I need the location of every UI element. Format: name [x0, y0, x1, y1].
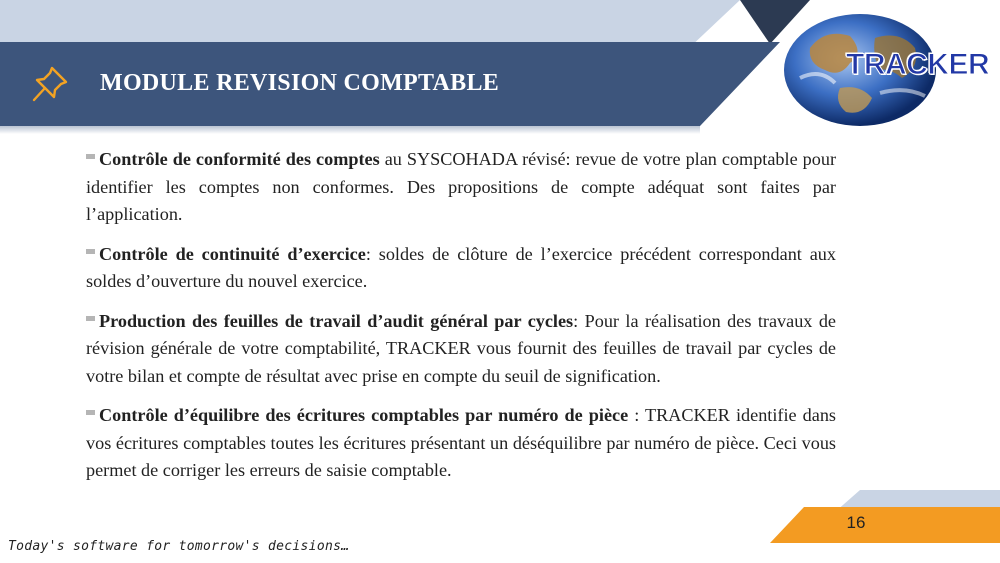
content-body	[86, 146, 836, 497]
paragraph-text: au SYSCOHADA révisé: revue de votre plan comptable pour identifier les comptes non conformes. Des propositions de compte adéquat sont faites par l’application.	[86, 149, 837, 224]
bullet-icon	[86, 249, 95, 254]
paragraph-heading: Contrôle de continuité d’exercice	[99, 243, 366, 264]
paragraph-text: : TRACKER identifie dans vos écritures comptables toutes les écritures présentant un déséquilibre par numéro de pièce. Ceci vous permet de corriger les erreurs de saisie comptable.	[86, 405, 837, 480]
paragraph-heading: Production des feuilles de travail d’audit général par cycles	[99, 310, 574, 331]
page-title: MODULE REVISION COMPTABLE	[100, 70, 500, 96]
paragraph-text: : Pour la réalisation des travaux de révision générale de votre comptabilité, TRACKER vous fournit des feuilles de travail par cycles de votre bilan et compte de résultat avec prise en compte du seuil de signification.	[86, 310, 836, 386]
bullet-paragraph-3	[86, 308, 836, 391]
page-number: 16	[846, 513, 866, 532]
paragraph-heading: Contrôle de conformité des comptes	[99, 149, 380, 169]
pushpin-icon	[30, 64, 70, 104]
bullet-paragraph-1	[86, 146, 836, 229]
footer-tagline: Today's software for tomorrow's decisions…	[8, 539, 350, 554]
bullet-paragraph-4	[86, 402, 836, 485]
banner-shadow	[0, 126, 700, 134]
logo-text: TRACKER	[846, 48, 990, 81]
page-number-tab	[770, 507, 1000, 543]
bullet-paragraph-2	[86, 241, 836, 296]
bullet-icon	[86, 154, 95, 159]
paragraph-text: : soldes de clôture de l’exercice précédent correspondant aux soldes d’ouverture du nouvel exercice.	[86, 243, 836, 291]
bullet-icon	[86, 316, 95, 321]
paragraph-heading: Contrôle d’équilibre des écritures comptables par numéro de pièce	[99, 405, 629, 425]
bullet-icon	[86, 410, 95, 415]
